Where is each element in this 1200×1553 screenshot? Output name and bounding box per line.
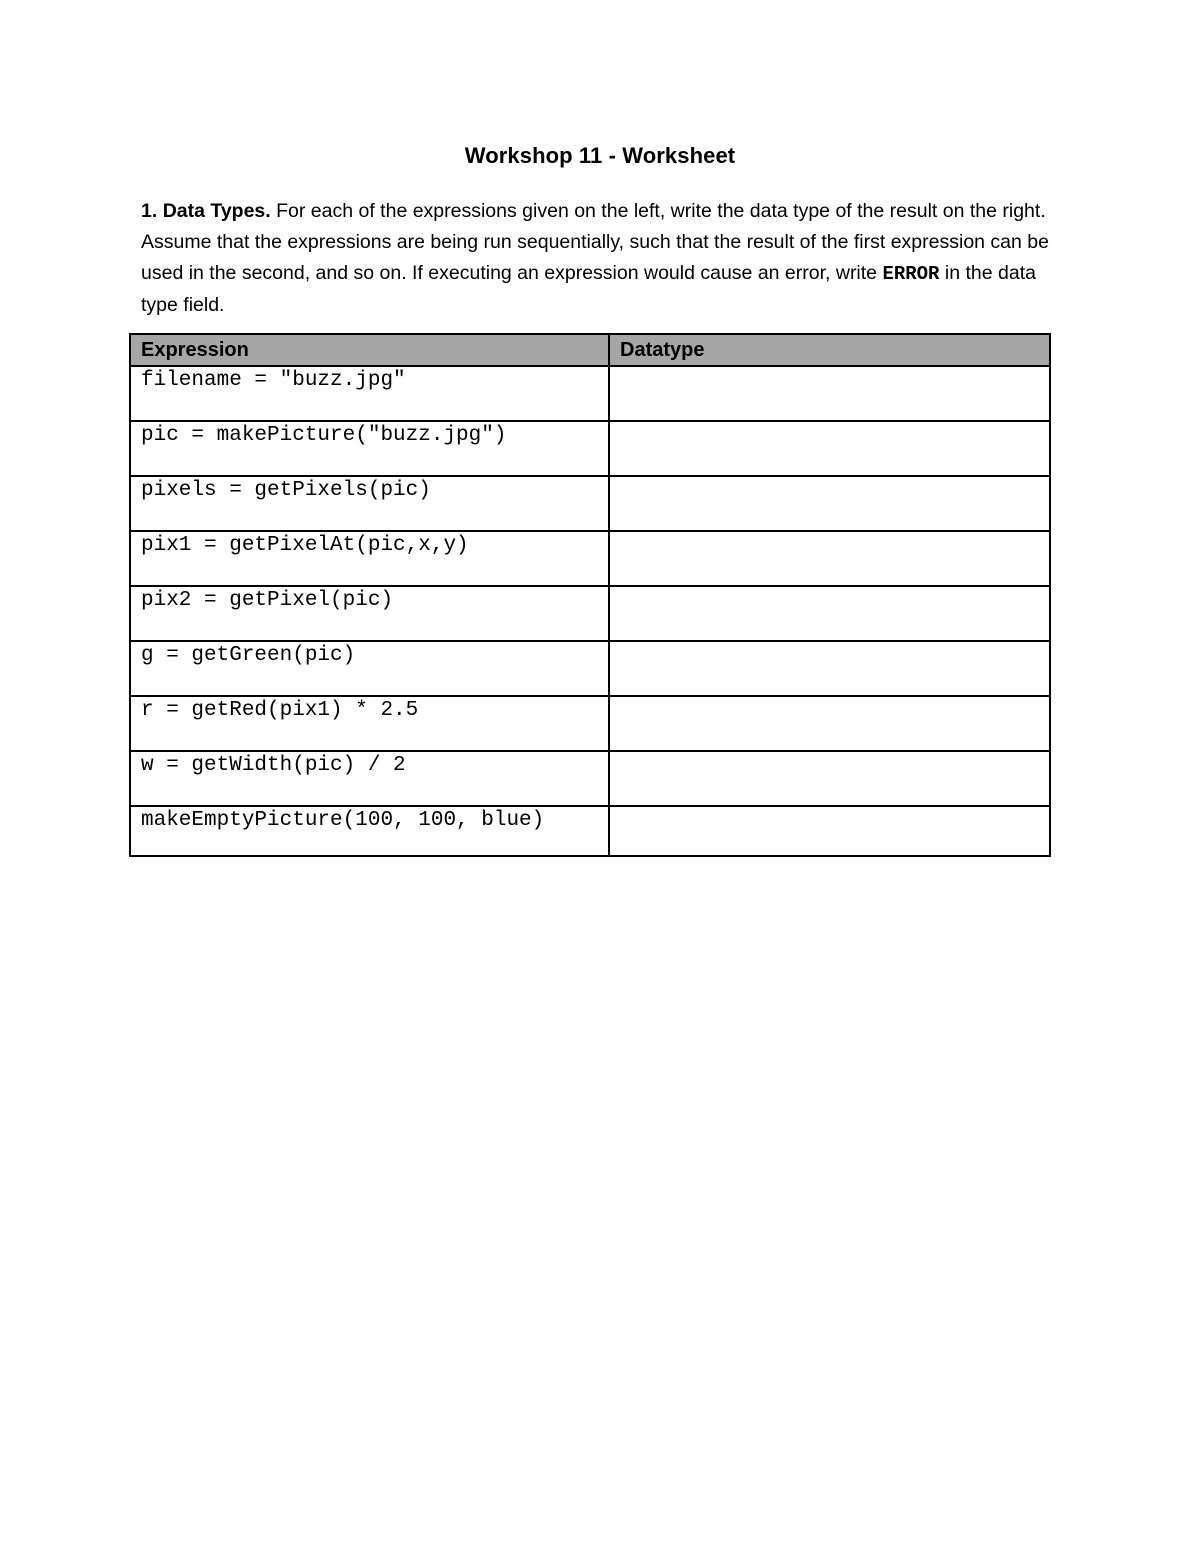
expression-cell: makeEmptyPicture(100, 100, blue) bbox=[130, 806, 609, 856]
table-header-row bbox=[130, 334, 1050, 366]
datatype-answer-cell[interactable] bbox=[609, 641, 1050, 696]
table-row bbox=[130, 586, 1050, 641]
datatype-answer-cell[interactable] bbox=[609, 531, 1050, 586]
datatype-answer-cell[interactable] bbox=[609, 696, 1050, 751]
page-title: Workshop 11 - Worksheet bbox=[464, 143, 736, 168]
table-row bbox=[130, 641, 1050, 696]
expression-column-header: Expression bbox=[130, 334, 609, 366]
expression-cell: pixels = getPixels(pic) bbox=[130, 476, 609, 531]
expression-cell: g = getGreen(pic) bbox=[130, 641, 609, 696]
expression-cell: pix2 = getPixel(pic) bbox=[130, 586, 609, 641]
table-row bbox=[130, 421, 1050, 476]
datatype-table bbox=[129, 333, 1051, 857]
question-text-end: in the data type field. bbox=[141, 262, 1036, 316]
datatype-answer-cell[interactable] bbox=[609, 421, 1050, 476]
datatype-answer-cell[interactable] bbox=[609, 751, 1050, 806]
expression-cell: filename = "buzz.jpg" bbox=[130, 366, 609, 421]
datatype-answer-cell[interactable] bbox=[609, 366, 1050, 421]
question-heading: Data Types. bbox=[162, 200, 271, 222]
datatype-answer-cell[interactable] bbox=[609, 586, 1050, 641]
table-row bbox=[130, 366, 1050, 421]
table-row bbox=[130, 531, 1050, 586]
table-row bbox=[130, 751, 1050, 806]
expression-cell: r = getRed(pix1) * 2.5 bbox=[130, 696, 609, 751]
expression-cell: pix1 = getPixelAt(pic,x,y) bbox=[130, 531, 609, 586]
question-instructions bbox=[141, 196, 1056, 321]
table-row bbox=[130, 806, 1050, 856]
question-text: For each of the expressions given on the left, write the data type of the result on the right. Assume that the expressions are being run sequentially, such that the result of the first expression can be used in the second, and so on. If executing an expression would cause an error, write bbox=[141, 200, 1049, 284]
error-keyword: ERROR bbox=[882, 263, 940, 285]
expression-cell: pic = makePicture("buzz.jpg") bbox=[130, 421, 609, 476]
datatype-answer-cell[interactable] bbox=[609, 806, 1050, 856]
table-row bbox=[130, 476, 1050, 531]
table-row bbox=[130, 696, 1050, 751]
datatype-column-header: Datatype bbox=[609, 334, 1050, 366]
expression-cell: w = getWidth(pic) / 2 bbox=[130, 751, 609, 806]
question-number: 1. bbox=[141, 200, 158, 222]
datatype-answer-cell[interactable] bbox=[609, 476, 1050, 531]
